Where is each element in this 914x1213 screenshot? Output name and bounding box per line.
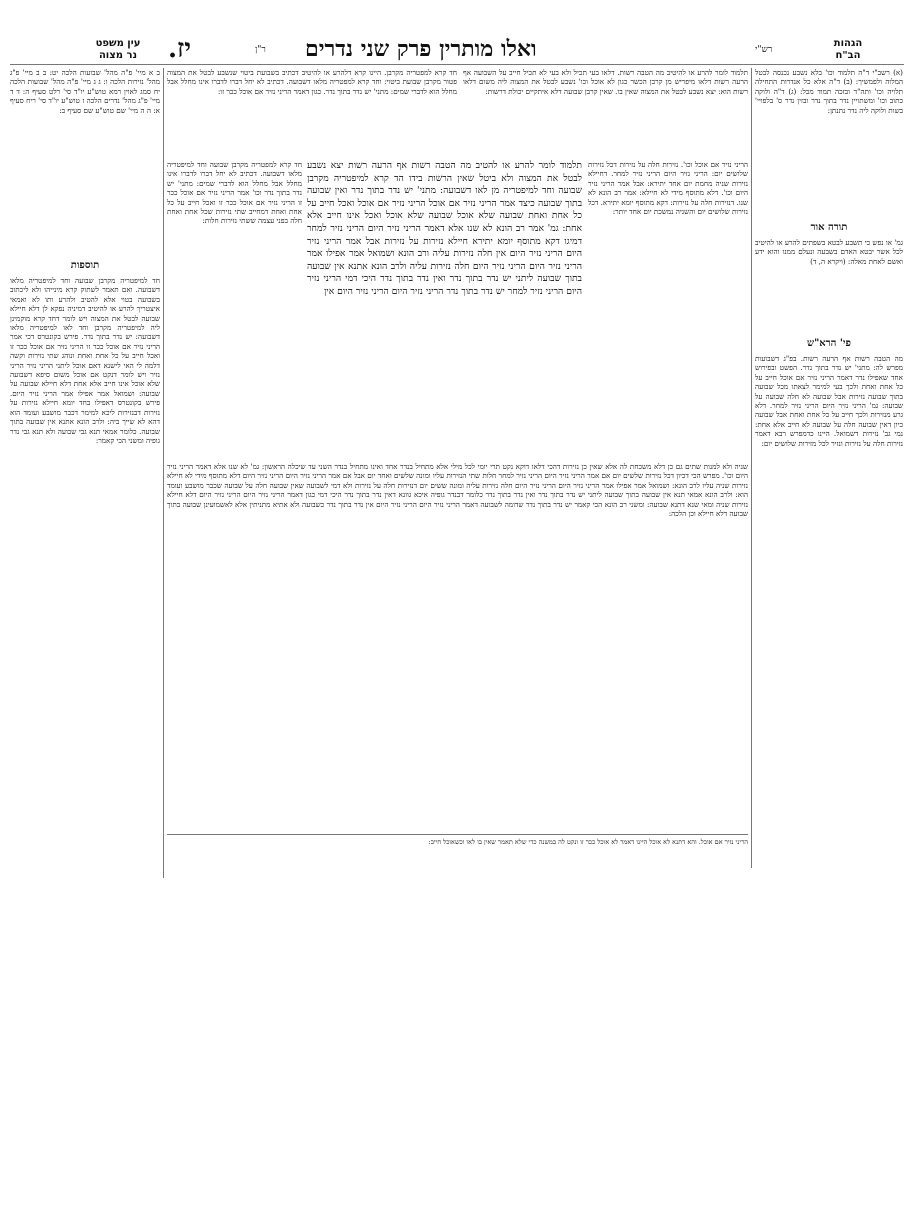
ran-side-block: חד קרא למפטריה מקרבן שבועה וחד למיפטריה מלאו דשבועה. דכתיב לא יחל דברו לדברו אינו מחלל אבל מחלל הוא לדברי שמים: מתני' יש נדר בתוך נדר וכו' אמר הריני נזיר אם אוכל ככר זו הריני נזיר אם אוכל ככר זו ואכל חייב על כל אחת ואחת דמחייב שתי נזירות שכל אחת ואחת חלה בפני עצמה ששתי נזירות חלות: bbox=[167, 160, 302, 226]
rashi-header-label: רש"י bbox=[755, 45, 773, 55]
tosafot-title: תוספות bbox=[70, 260, 100, 271]
ran-top-block: חד קרא למפטריה מקרבן. היינו קרא דלהרע או להיטיב דכתיב בשבועת ביטוי שנשבע לבטל את המצוה פטור מקרבן שבועת ביטוי: וחד קרא למפטריה מלאו דשבועה. דכתיב לא יחל דברו לדברו אינו מחלל אבל מחלל הוא לדברי שמים: מתני' יש נדר בתוך נדר. כגון דאמר הריני נזיר אם אוכל ככר זו: bbox=[167, 68, 457, 96]
page-title: ואלו מותרין פרק שני נדרים bbox=[305, 36, 537, 62]
ein-mishpat-header-label: עין משפט נר מצוה bbox=[95, 38, 141, 61]
hagahot-column: (א) רשב"י ד"ה תלמוד וכו' בלא נשבע נכנסה לבטל המלוה ולפמשיך: (ב) ד"ה אלא כל אנדרות התחילה תלויה וכו' ותה"ד ובזכה תמוד מכל: (ג) ד"ה ולוקה כתוב וכו' ומשתויין נדר בתוך נדר ובזין נדר ס' בלפויי' בשות ולוקה ליה נדר נתנתן: bbox=[755, 68, 903, 115]
tora-or-title: תורה אור bbox=[810, 222, 848, 233]
footnote-rule bbox=[167, 834, 748, 835]
ran-bottom-block: שניה ולא למנות שתים גם כן דלא משכחת לה אלא שאין כן נזירות דהכי דלאו דוקא נקט תרי יומי לכל מילי אלא מתחיל בנדר אחד ואינו מתחיל בנדר השני עד שיכלה הראשון: גמ' לא שנו אלא דאמר הריני נזיר היום וכו'. מפרש הכי דכיון דכל נזירות שלשים יום אם אמר הריני נזיר היום הריני נזיר למחר חלות שתי הנזירות עליו ומונה שלשים ואחד יום אבל אם אמר הריני נזיר היום הריני נזיר היום דלא מתוסף מידי לא חיילא נזירות שניה עליו לרב הונא: ושמואל אמר אפילו אמר הריני נזיר היום הריני נזיר היום חלה נזירות עליה ומונה ששים יום דנזירות חלה על נזירות ולא דמי לשבועה שאין שבועה חלה על שבועה שכבר מושבע ועומד הוא: ולרב הונא אמאי תנא אין שבועה בתוך שבועה ליתני יש נדר בתוך נדר ואין נדר בתוך נדר כלומר דבנדר גופיה איכא גוונא דאין נדר בתוך נדר היכי דמי כגון דאמר הריני נזיר היום הריני נזיר היום דלא חיילא נזירות שניה ומאי שנא דתנא שבועה: ומשני רב הונא הכי קאמר יש נדר בתוך נדר שדומה לשבועה דאמר הריני נזיר היום הריני נזיר היום אין נדר בתוך נדר כשבועה ולא אתיא מתניתין אלא לאשמועינן שבועה בתוך שבועה דלא חיילא וכן הלכה: bbox=[167, 462, 748, 519]
pirosh-harosh-title: פי' הרא"ש bbox=[807, 338, 851, 349]
daf-number: יז. bbox=[168, 34, 192, 64]
ein-mishpat-column: ב א מיי' פ"ה מהל' שבועות הלכה יט: ב ב מיי' פ"ג מהל' נזירות הלכה ו: ג ג מיי' פ"ה מהל' שבועות הלכה יח סמג לאוין רמא טוש"ע יו"ד סי' רלט סעיף ה: ד ד מיי' פ"ג מהל' נדרים הלכה ז טוש"ע יו"ד סי' ריח סעיף א: ה ה מיי' שם טוש"ע שם סעיף ב: bbox=[10, 68, 160, 115]
ran-header-label: ר"ן bbox=[255, 45, 266, 55]
left-column-divider bbox=[163, 68, 164, 878]
hagahot-header-label: הגהות הב"ח bbox=[833, 38, 863, 61]
pirosh-harosh-column: מה הטבה רשות אף הרעה רשות. בפ"ג דשבועות מפרש לה: מתני' יש נדר בתוך נדר. הפשט ובפירוש אחד שאפילו נדר דאמר הריני נזיר אם אוכל חייב על כל אחת ואחת ולכך בעי למימר לצאתו מכל שבועה בתוך שבועה נזירות אבל שבועה לא חלה שבועה על שבועה: גמ' הריני נזיר היום הריני נזיר למחר. דלא גרע מנזירות ולכך חייב על כל אחת ואחת אבל שבועה כיון דאין שבועה חלה על שבועה לא חייב אלא אחת: נמי גב' נזירות דשמואל. היינו כדמפרש רבא דאמר נזירות חלה על נזירות ונזיר לכל מזירות שלושים יום: bbox=[755, 354, 903, 448]
rashi-side-block: הריני נזיר אם אוכל וכו'. נזירות חלה על נזירות דכל נזירות שלושים יום: הריני נזיר היום הריני נזיר למחר. דחיילא נזירות שניה מחמת יום אחד יתירא: אבל אמר הריני נזיר היום וכו'. דלא מתוסף מידי לא חיילא: אמר רב הונא לא שנו. דנזירות חלה על נזירות: דקא מתוסף יומא יתירא. דכל נזירות שלושים יום והשניה נמשכת יום אחד יותר: bbox=[588, 160, 748, 217]
rashi-top-block: תלמוד לומר להרע או להיטיב מה הטבה רשות. דלאו בעי תכיל ולא בעי לא תכיל חייב על השבועה אף הרעה רשות דלאו מיפריש מן קרבן הכשר כגון לא אוכל וכו' נשבע לבטל את המצוה ליה משום דלאו רשות הוא: יצא נשבע לבטל את המצוה שאין בו. שאין קרבן שבועה דלא איתקיים יכולת דרשות: bbox=[463, 68, 748, 96]
right-column-divider bbox=[751, 68, 752, 868]
tora-or-column: גמ' או נפש כי תשבע לבטא בשפתים להרע או להיטיב לכל אשר יבטא האדם בשבעה ונעלם ממנו והוא ידע ואשם לאחת מאלה: (ויקרא ה, ד) bbox=[755, 238, 903, 266]
tosafot-column: חד למיפטריה מקרבן שבועה וחד למיפטריה מלאו דשבועה. ואם תאמר לשתוק קרא מינייהו ולא ליכתוב בשבועה בטוי אלא להטיב ולהרע ותו לא ואמאי איצטריך להרע או להיטיב דמיניה נפקא לן דלא חיילא שבועה לבטל את המצוה ויש לומר דחד קרא מוקמינן ליה למיפטריה מקרבן וחד לאו למיפטריה מלאו דשבועה: יש נדר בתוך נדר. פירש בקונטרס דכי אמר הריני נזיר אם אוכל ככר זו הריני נזיר אם אוכל ככר זו ואכל חייב על כל אחת ואחת ונוהג שתי נזירות וקשה דלמה לי האי לישנא דאם אוכל ליתני הריני נזיר הריני נזיר ויש לומר דנקט אם אוכל משום סיפא דשבועה שלא אוכל אינו חייב אלא אחת דלא חיילא שבועה על שבועה: ושמואל אמר אפילו אמר הריני נזיר היום. פירש בקונטרס דאפילו בחד יומא חיילא נזירות על נזירות דבנזירות ליכא למימר דכבר מושבע ועומד הוא דהא לא שייך ביה: ולרב הונא אתנא אין שבועה בתוך שבועה. כלומר אמאי תנא גבי שבועה ולא תנא גבי נדר גופיה ומשני הכי קאמר: bbox=[10, 276, 160, 445]
gemara-main-text: תלמוד לומר להרע או להטיב מה הטבה רשות אף הרעה רשות יצא נשבע לבטל את המצוה ולא ביטל שאין הרשות בידו הד קרא למיפטריה מקרבן שבועה וחד למיפטריה מן לאו דשבועה: מתני' יש נדר בתוך נדר ואין שבועה בתוך שבועה כיצד אמר הריני נזיר אם אוכל הריני נזיר אם אוכל ואכל חייב על כל אחת ואחת שבועה שלא אוכל שבועה שלא אוכל ואכל אינו חייב אלא אחת: גמ' אמר רב הונא לא שנו אלא דאמר הריני נזיר היום הריני נזיר למחר דמיגו דקא מתוסף יומא יתירא חיילא נזירות על נזירות אבל אמר הריני נזיר היום הריני נזיר היום אין חלה נזירות עליה ורב הונא ושמואל אמר אפילו אמר הריני נזיר היום הריני נזיר היום חלה נזירות עליה ולרב הונא אתנא אין שבועה בתוך שבועה ליתני יש נדר בתוך נדר ואין נדר בתוך נדר היכי דמי הריני נזיר היום הריני נזיר למחר יש נדר בתוך נדר הריני נזיר היום הריני נזיר היום אין bbox=[307, 160, 582, 297]
footnote-block: הריני נזיר אם אוכל. והא דתנא לא אוכל היינו דאמר לא אוכל ככר זו ונקט לה במשנה כדי שלא תאמר שאין בו לאו וכשאוכל חייב: bbox=[428, 838, 748, 846]
header-rule bbox=[10, 64, 904, 65]
